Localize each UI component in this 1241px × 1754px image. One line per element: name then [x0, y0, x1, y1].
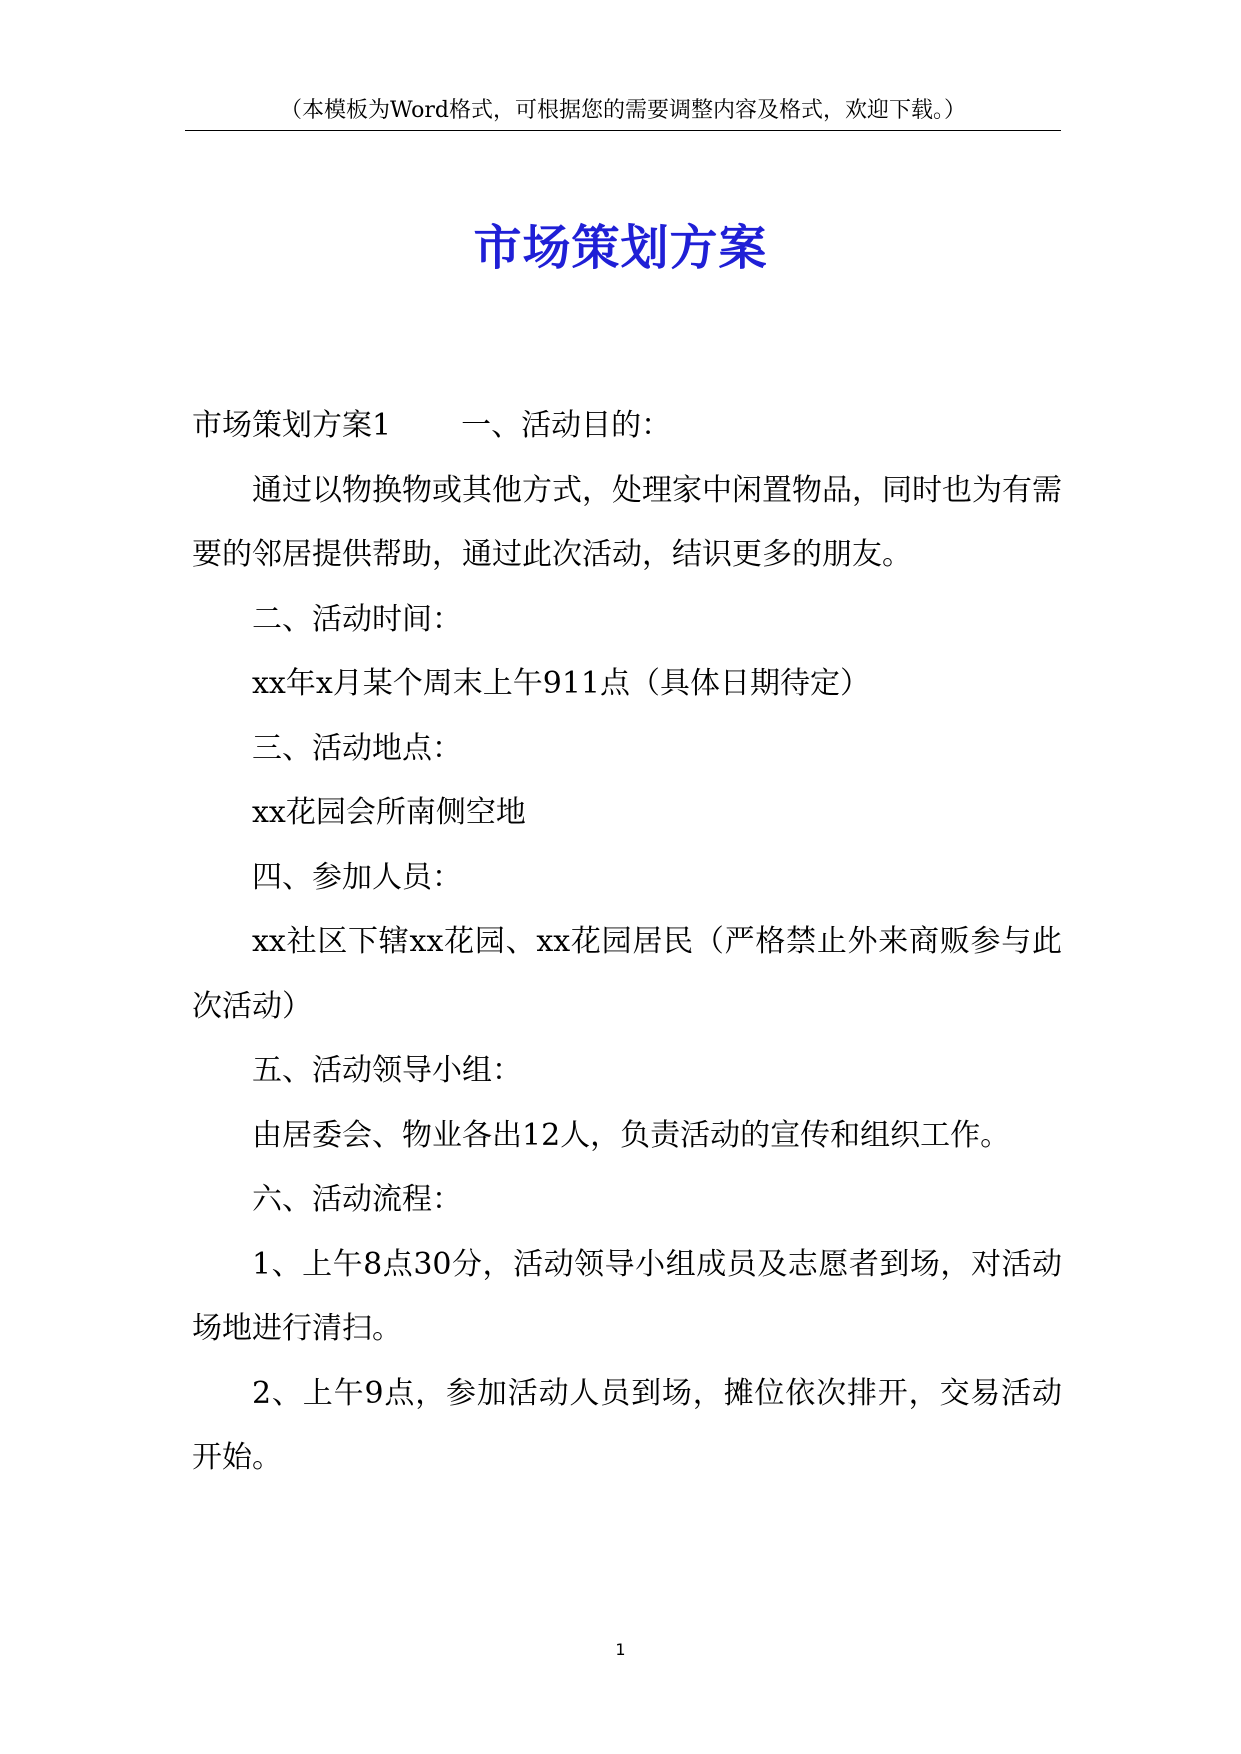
- paragraph-process-step-2: 2、上午9点，参加活动人员到场，摊位依次排开，交易活动开始。: [192, 1375, 1062, 1475]
- heading-leadership-group: 五、活动领导小组：: [252, 1053, 522, 1088]
- heading-activity-purpose: 一、活动目的：: [461, 408, 672, 443]
- paragraph-location: xx花园会所南侧空地: [252, 795, 526, 830]
- header-divider: [185, 130, 1061, 131]
- heading-activity-process: 六、活动流程：: [252, 1182, 462, 1217]
- page-number: 1: [615, 1640, 626, 1659]
- document-body: [192, 394, 1062, 1491]
- document-title: 市场策划方案: [473, 220, 768, 276]
- paragraph-section-heading: [192, 394, 1062, 459]
- paragraph-leadership-group: 由居委会、物业各出12人，负责活动的宣传和组织工作。: [252, 1117, 1011, 1153]
- heading-participants: 四、参加人员：: [252, 859, 462, 895]
- section-label: 市场策划方案1: [192, 408, 392, 443]
- paragraph-process-step-1: 1、上午8点30分，活动领导小组成员及志愿者到场，对活动场地进行清扫。: [192, 1246, 1062, 1346]
- heading-activity-location: 三、活动地点：: [252, 730, 462, 766]
- header-note: （本模板为Word格式，可根据您的需要调整内容及格式，欢迎下载。）: [280, 98, 966, 123]
- paragraph-time: xx年x月某个周末上午911点（具体日期待定）: [252, 666, 871, 701]
- heading-activity-time: 二、活动时间：: [252, 601, 462, 637]
- paragraph-purpose: 通过以物换物或其他方式，处理家中闲置物品，同时也为有需要的邻居提供帮助，通过此次活动，结识更多的朋友。: [192, 472, 1062, 572]
- paragraph-participants: xx社区下辖xx花园、xx花园居民（严格禁止外来商贩参与此次活动）: [192, 924, 1062, 1024]
